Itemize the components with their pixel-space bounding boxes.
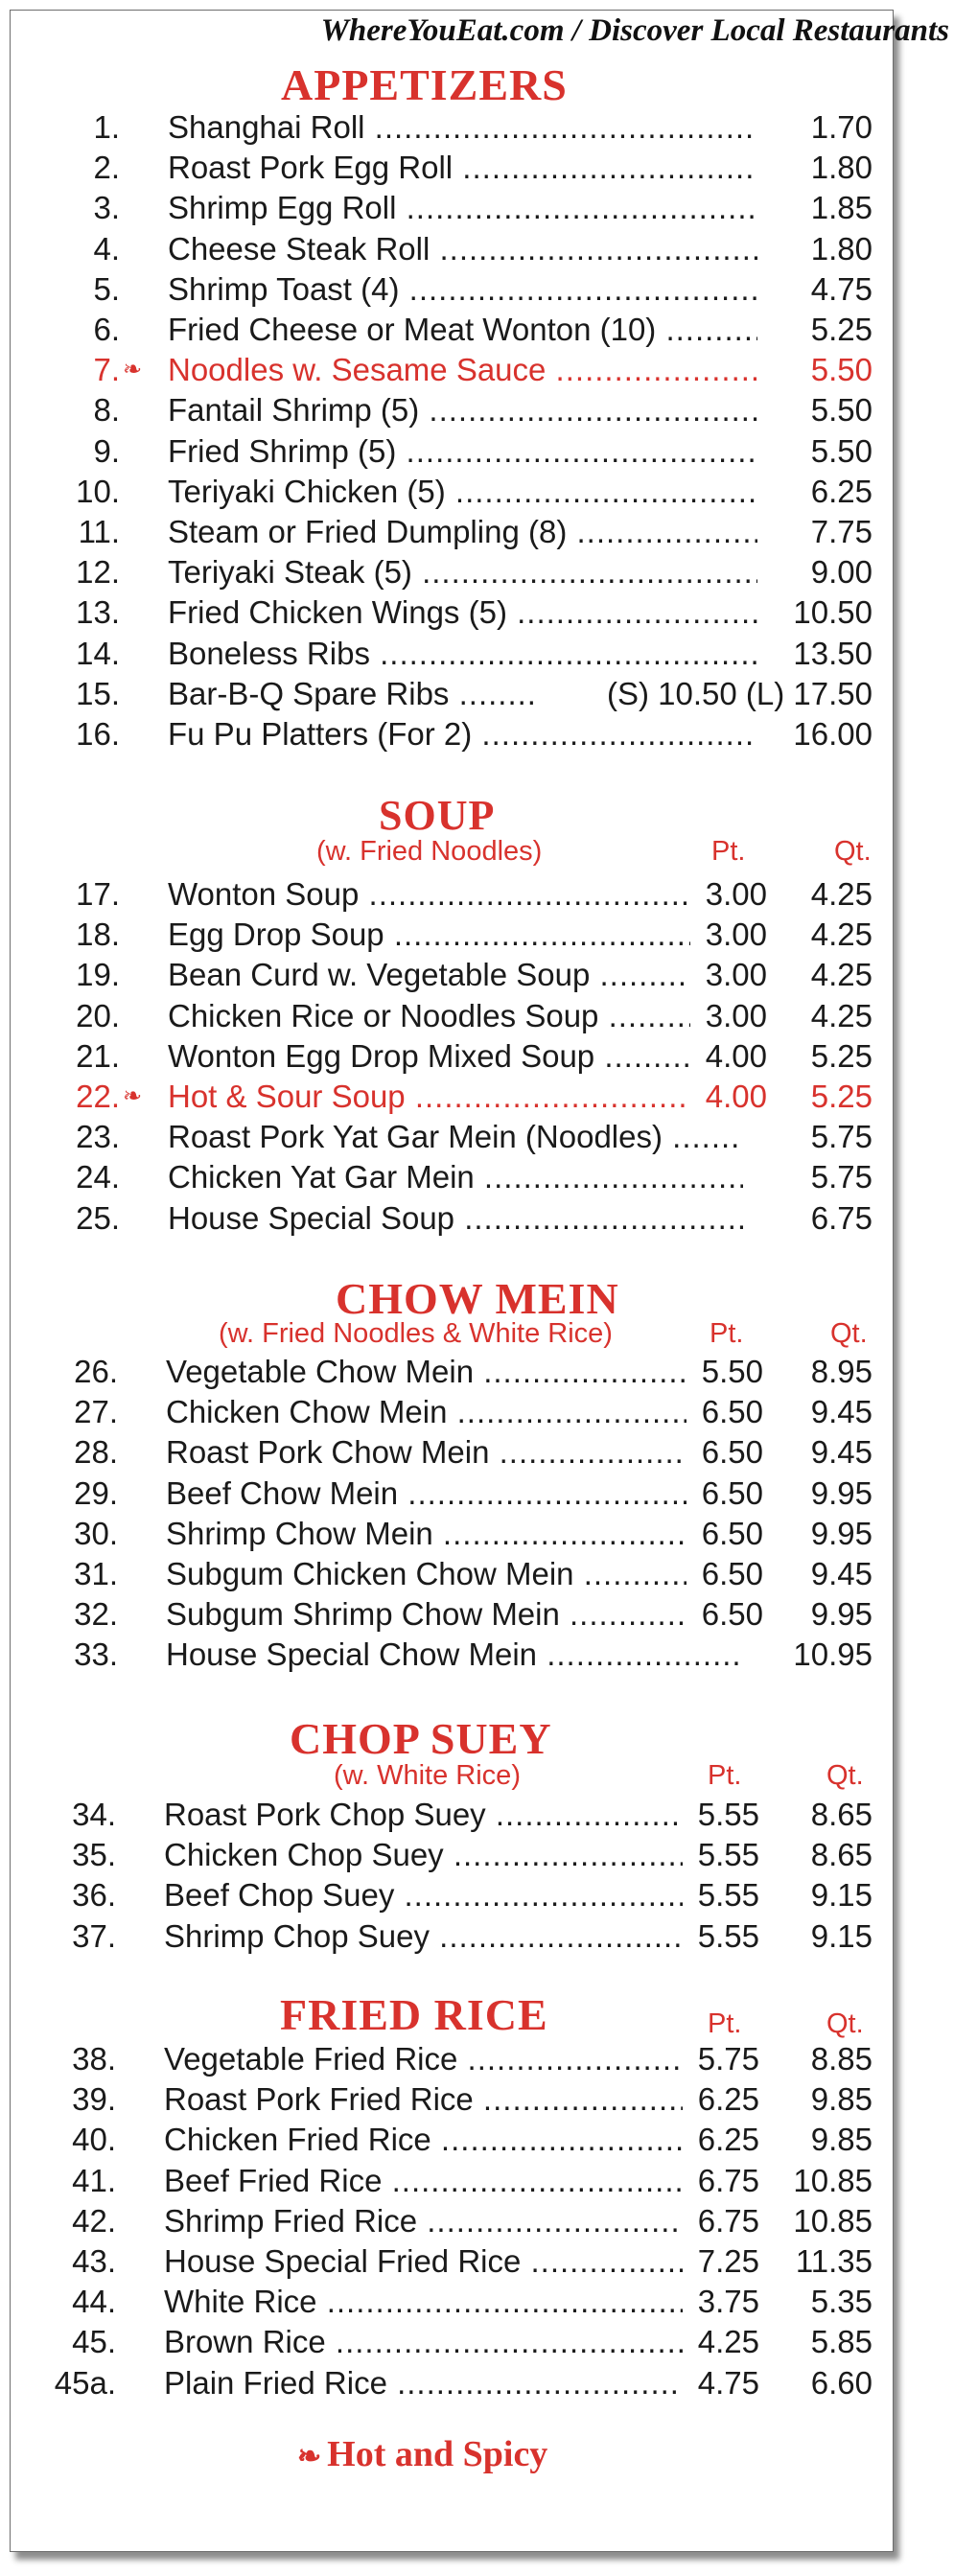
item-price-quart: 5.85	[781, 2322, 873, 2362]
item-price-pint: 4.00	[690, 1077, 767, 1117]
item-price-pint: 6.50	[686, 1392, 763, 1432]
item-name: Boneless Ribs .....	[168, 634, 757, 674]
item-number: 14.	[76, 635, 120, 671]
menu-item-row	[25, 1835, 873, 1875]
menu-item-row	[25, 2241, 873, 2282]
item-number: 4.	[93, 230, 120, 267]
chow-mein-title: CHOW MEIN	[336, 1274, 619, 1323]
item-name: Shanghai Roll .....	[168, 107, 757, 148]
item-name: Hot & Sour Soup .....	[168, 1077, 690, 1117]
item-name: Beef Chow Mein .....	[166, 1474, 686, 1514]
item-number: 12.	[76, 554, 120, 591]
item-price-quart: 4.25	[781, 955, 873, 995]
item-price-pint: 6.75	[683, 2161, 759, 2201]
item-number: 1.	[93, 109, 120, 145]
menu-item-row	[25, 2079, 873, 2120]
item-number: 32.	[74, 1596, 118, 1633]
item-name: Fried Shrimp (5) .....	[168, 431, 757, 472]
item-price-pint: 4.00	[690, 1036, 767, 1077]
item-price: 5.50	[786, 431, 873, 472]
menu-item-row	[29, 350, 873, 390]
item-number: 38.	[72, 2041, 116, 2077]
menu-item-row	[25, 2039, 873, 2079]
item-name: Bean Curd w. Vegetable Soup .....	[168, 955, 690, 995]
menu-item-row	[29, 1198, 873, 1239]
menu-item-row	[29, 955, 873, 995]
item-name: Plain Fried Rice .....	[164, 2363, 683, 2403]
fried-rice-title: FRIED RICE	[280, 1990, 548, 2039]
menu-item-row	[29, 634, 873, 674]
item-price-pint: 6.50	[686, 1514, 763, 1554]
hot-pepper-icon: ❧	[123, 357, 143, 383]
menu-item-row	[27, 1352, 873, 1392]
item-price-pint: 5.55	[683, 1875, 759, 1915]
col-header-pint: Pt.	[708, 2008, 742, 2039]
item-price-quart: 5.25	[781, 1077, 873, 1117]
item-price-quart: 9.45	[781, 1432, 873, 1473]
menu-item-row	[27, 1432, 873, 1473]
item-price-quart: 9.15	[781, 1916, 873, 1957]
item-price-pint: 4.25	[683, 2322, 759, 2362]
menu-item-row	[29, 269, 873, 310]
item-number: 6.	[93, 312, 120, 347]
item-price-pint: 5.55	[683, 1916, 759, 1957]
item-price-pint: 3.00	[690, 915, 767, 955]
item-number: 13.	[76, 594, 120, 631]
menu-item-row	[27, 1554, 873, 1594]
item-number: 30.	[74, 1515, 118, 1551]
item-price-pint: 6.50	[686, 1432, 763, 1473]
col-header-quart: Qt.	[830, 1318, 868, 1349]
chop-suey-title: CHOP SUEY	[290, 1714, 552, 1763]
item-name: Roast Pork Chow Mein .....	[166, 1432, 686, 1473]
item-price-pint: 6.25	[683, 2120, 759, 2160]
item-number: 39.	[72, 2081, 116, 2118]
item-number: 33.	[74, 1636, 118, 1673]
menu-item-row	[29, 1036, 873, 1077]
item-name: Chicken Fried Rice .....	[164, 2120, 683, 2160]
item-name: Beef Fried Rice .....	[164, 2161, 683, 2201]
menu-item-row	[25, 1795, 873, 1835]
item-price-pint: 3.75	[683, 2282, 759, 2322]
item-name: Brown Rice .....	[164, 2322, 683, 2362]
item-price: (S) 10.50 (L) 17.50	[566, 674, 873, 714]
item-price-pint: 6.25	[683, 2079, 759, 2120]
item-name: Vegetable Fried Rice .....	[164, 2039, 683, 2079]
item-number: 45.	[72, 2324, 116, 2360]
item-name: House Special Fried Rice .....	[164, 2241, 683, 2282]
menu-item-row	[27, 1594, 873, 1635]
menu-item-row	[29, 472, 873, 512]
hot-spicy-legend	[297, 2433, 547, 2475]
item-number: 44.	[72, 2284, 116, 2320]
menu-item-row	[25, 2161, 873, 2201]
item-price: 9.00	[786, 552, 873, 592]
col-header-quart: Qt.	[826, 2008, 864, 2039]
item-price-quart: 9.15	[781, 1875, 873, 1915]
item-price-quart: 11.35	[781, 2241, 873, 2282]
item-name: House Special Soup .....	[168, 1198, 805, 1239]
menu-item-row	[29, 188, 873, 228]
menu-item-row	[25, 1916, 873, 1957]
item-price-quart: 9.95	[781, 1474, 873, 1514]
item-number: 42.	[72, 2202, 116, 2239]
item-price-quart: 6.60	[781, 2363, 873, 2403]
item-name: Subgum Chicken Chow Mein .....	[166, 1554, 686, 1594]
item-price: 1.70	[786, 107, 873, 148]
item-price-quart: 8.65	[781, 1795, 873, 1835]
item-price-pint: 6.50	[686, 1594, 763, 1635]
menu-item-row	[29, 1157, 873, 1197]
item-price-quart: 9.85	[781, 2120, 873, 2160]
item-price-quart: 9.95	[781, 1514, 873, 1554]
item-name: Cheese Steak Roll .....	[168, 229, 757, 269]
item-name: Subgum Shrimp Chow Mein .....	[166, 1594, 686, 1635]
item-number: 3.	[93, 190, 120, 226]
item-price-pint: 6.50	[686, 1554, 763, 1594]
item-number: 31.	[74, 1556, 118, 1591]
item-number: 35.	[72, 1837, 116, 1873]
item-number: 16.	[76, 716, 120, 752]
soup-subtitle: (w. Fried Noodles)	[316, 836, 543, 867]
item-name: Chicken Yat Gar Mein .....	[168, 1157, 805, 1197]
item-price-quart: 10.85	[781, 2161, 873, 2201]
item-name: Shrimp Fried Rice .....	[164, 2201, 683, 2241]
item-price-pint: 3.00	[690, 996, 767, 1036]
item-number: 21.	[76, 1037, 120, 1074]
item-name: Wonton Egg Drop Mixed Soup .....	[168, 1036, 690, 1077]
item-number: 28.	[74, 1434, 118, 1471]
item-price: 13.50	[786, 634, 873, 674]
item-name: Teriyaki Chicken (5) .....	[168, 472, 757, 512]
col-header-pint: Pt.	[708, 1760, 742, 1791]
menu-item-row	[29, 431, 873, 472]
item-name: Chicken Rice or Noodles Soup .....	[168, 996, 690, 1036]
item-name: Chicken Chow Mein .....	[166, 1392, 686, 1432]
item-price-quart: 9.45	[781, 1392, 873, 1432]
item-price-quart: 4.25	[781, 874, 873, 915]
item-price: 7.75	[786, 512, 873, 552]
item-name: Teriyaki Steak (5) .....	[168, 552, 757, 592]
menu-item-row	[27, 1392, 873, 1432]
menu-item-row	[27, 1635, 873, 1675]
item-name: Noodles w. Sesame Sauce .....	[168, 350, 757, 390]
menu-item-row	[29, 390, 873, 430]
menu-item-row	[29, 148, 873, 188]
item-number: 37.	[72, 1917, 116, 1954]
item-price: 1.85	[786, 188, 873, 228]
item-number: 18.	[76, 917, 120, 953]
item-price-pint: 6.50	[686, 1474, 763, 1514]
item-price-quart: 5.35	[781, 2282, 873, 2322]
item-number: 19.	[76, 957, 120, 993]
item-number: 41.	[72, 2162, 116, 2198]
item-number: 15.	[76, 675, 120, 711]
menu-item-row	[29, 874, 873, 915]
item-price-quart: 8.65	[781, 1835, 873, 1875]
menu-item-row	[27, 1514, 873, 1554]
hot-pepper-icon: ❧	[123, 1083, 143, 1109]
menu-item-row	[29, 1077, 873, 1117]
item-price-quart: 9.85	[781, 2079, 873, 2120]
menu-item-row	[27, 1474, 873, 1514]
item-price-quart: 10.85	[781, 2201, 873, 2241]
item-price: 16.00	[786, 714, 873, 754]
item-price-pint: 5.50	[686, 1352, 763, 1392]
item-price-pint: 3.00	[690, 874, 767, 915]
item-number: 10.	[76, 473, 120, 509]
col-header-pint: Pt.	[711, 836, 746, 867]
menu-item-row	[29, 714, 873, 754]
item-number: 26.	[74, 1354, 118, 1389]
item-price: 5.50	[786, 390, 873, 430]
menu-item-row	[29, 229, 873, 269]
menu-item-row	[25, 1875, 873, 1915]
item-price-quart: 9.45	[781, 1554, 873, 1594]
item-price-pint: 4.75	[683, 2363, 759, 2403]
menu-item-row	[25, 2282, 873, 2322]
item-price-quart: 8.95	[781, 1352, 873, 1392]
item-price-pint: 5.55	[683, 1835, 759, 1875]
menu-item-row	[29, 310, 873, 350]
item-price-quart: 5.75	[743, 1117, 873, 1157]
item-name: Beef Chop Suey .....	[164, 1875, 683, 1915]
item-number: 25.	[76, 1199, 120, 1236]
item-name: Shrimp Toast (4) .....	[168, 269, 757, 310]
item-name: Egg Drop Soup .....	[168, 915, 690, 955]
hot-pepper-icon: ❧	[297, 2441, 322, 2472]
item-price: 1.80	[786, 148, 873, 188]
item-price-quart: 5.75	[743, 1157, 873, 1197]
chop-suey-subtitle: (w. White Rice)	[334, 1760, 521, 1791]
col-header-quart: Qt.	[834, 836, 872, 867]
item-price-pint: 5.75	[683, 2039, 759, 2079]
item-number: 8.	[93, 392, 120, 429]
site-banner: WhereYouEat.com / Discover Local Restaurants	[320, 13, 949, 48]
item-name: Chicken Chop Suey .....	[164, 1835, 683, 1875]
item-number: 7.	[93, 352, 120, 388]
item-name: Fantail Shrimp (5) .....	[168, 390, 757, 430]
item-name: Fried Chicken Wings (5) .....	[168, 592, 757, 633]
item-number: 22.	[76, 1079, 120, 1114]
item-price: 10.50	[786, 592, 873, 633]
item-price-quart: 8.85	[781, 2039, 873, 2079]
menu-item-row	[29, 1117, 873, 1157]
item-price: 1.80	[786, 229, 873, 269]
item-number: 23.	[76, 1119, 120, 1155]
menu-item-row	[29, 512, 873, 552]
item-name: Bar-B-Q Spare Ribs .....	[168, 674, 537, 714]
item-name: Wonton Soup .....	[168, 874, 690, 915]
item-number: 34.	[72, 1797, 116, 1832]
item-number: 11.	[78, 514, 120, 549]
item-number: 20.	[76, 997, 120, 1033]
menu-item-row	[25, 2322, 873, 2362]
item-price-quart: 5.25	[781, 1036, 873, 1077]
menu-item-row	[29, 107, 873, 148]
item-number: 17.	[76, 876, 120, 912]
item-price-pint: 6.75	[683, 2201, 759, 2241]
menu-item-row	[25, 2363, 873, 2403]
item-price: 6.25	[786, 472, 873, 512]
item-name: Steam or Fried Dumpling (8) .....	[168, 512, 757, 552]
menu-item-row	[29, 552, 873, 592]
item-name: Vegetable Chow Mein .....	[166, 1352, 686, 1392]
item-price-quart: 9.95	[781, 1594, 873, 1635]
soup-title: SOUP	[379, 792, 496, 839]
item-number: 9.	[93, 432, 120, 469]
item-number: 43.	[72, 2243, 116, 2279]
item-name: Roast Pork Egg Roll .....	[168, 148, 757, 188]
item-number: 2.	[93, 150, 120, 186]
item-price-quart: 4.25	[781, 996, 873, 1036]
item-number: 27.	[74, 1394, 118, 1430]
menu-item-row	[29, 674, 873, 714]
item-number: 36.	[72, 1877, 116, 1914]
item-name: Roast Pork Fried Rice .....	[164, 2079, 683, 2120]
item-number: 45a.	[54, 2364, 116, 2401]
hot-spicy-label: Hot and Spicy	[327, 2434, 548, 2474]
item-name: Fried Cheese or Meat Wonton (10) .....	[168, 310, 757, 350]
menu-item-row	[25, 2201, 873, 2241]
item-number: 24.	[76, 1159, 120, 1195]
item-price-pint: 5.55	[683, 1795, 759, 1835]
item-price-quart: 10.95	[743, 1635, 873, 1675]
col-header-quart: Qt.	[826, 1760, 864, 1791]
item-name: Fu Pu Platters (For 2) .....	[168, 714, 757, 754]
item-number: 5.	[93, 270, 120, 307]
menu-item-row	[25, 2120, 873, 2160]
chow-mein-subtitle: (w. Fried Noodles & White Rice)	[219, 1318, 613, 1349]
item-price-pint: 3.00	[690, 955, 767, 995]
item-name: Shrimp Chop Suey .....	[164, 1916, 683, 1957]
appetizers-title: APPETIZERS	[281, 60, 568, 109]
item-price: 4.75	[786, 269, 873, 310]
item-name: Roast Pork Chop Suey .....	[164, 1795, 683, 1835]
item-price-quart: 6.75	[743, 1198, 873, 1239]
item-number: 40.	[72, 2122, 116, 2158]
item-price: 5.25	[786, 310, 873, 350]
item-price: 5.50	[786, 350, 873, 390]
item-name: White Rice .....	[164, 2282, 683, 2322]
menu-item-row	[29, 592, 873, 633]
item-price-quart: 4.25	[781, 915, 873, 955]
item-name: Roast Pork Yat Gar Mein (Noodles) .....	[168, 1117, 805, 1157]
item-name: House Special Chow Mein .....	[166, 1635, 802, 1675]
item-name: Shrimp Chow Mein .....	[166, 1514, 686, 1554]
item-number: 29.	[74, 1474, 118, 1511]
item-price-pint: 7.25	[683, 2241, 759, 2282]
col-header-pint: Pt.	[710, 1318, 744, 1349]
item-name: Shrimp Egg Roll .....	[168, 188, 757, 228]
menu-item-row	[29, 996, 873, 1036]
menu-item-row	[29, 915, 873, 955]
